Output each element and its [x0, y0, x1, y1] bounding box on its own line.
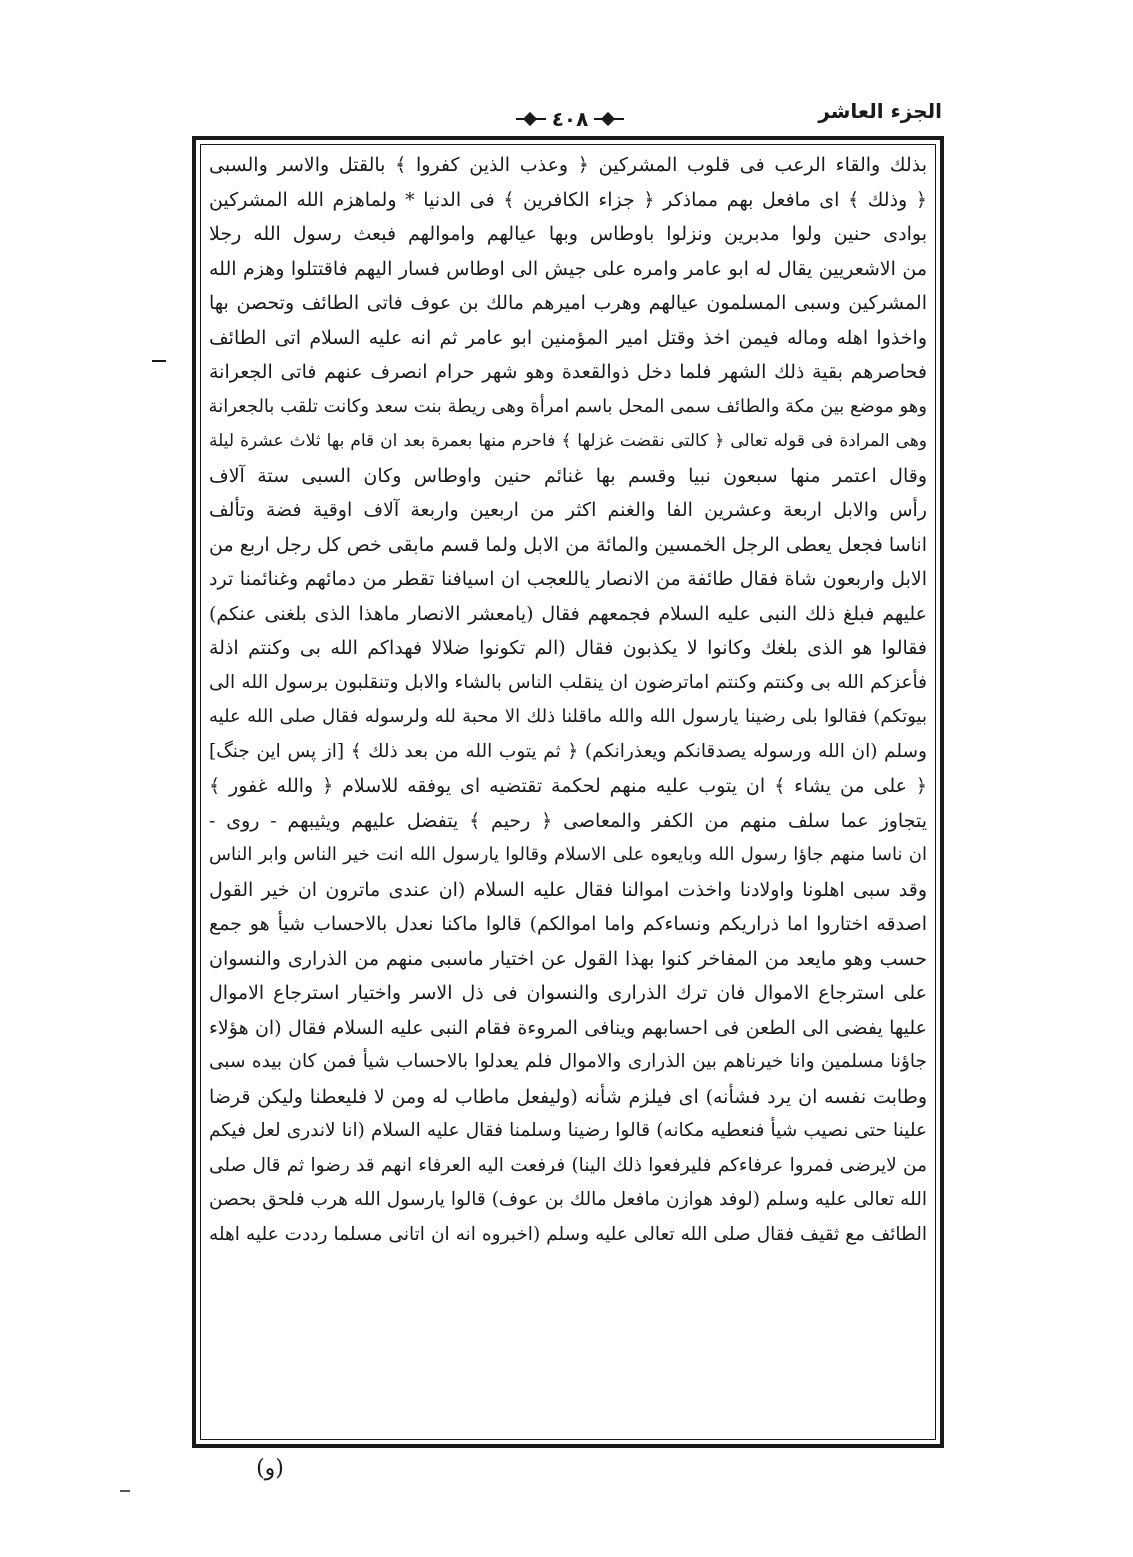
ornament-left-icon [516, 114, 546, 124]
text-line: وهى المرادة فى قوله تعالى ﴿ كالتى نقضت غزلها ﴾ فاحرم منها بعمرة بعد ان قام بها ثلاث عشرة ليلة [209, 431, 927, 451]
text-line: ان ناسا منهم جاؤا رسول الله وبايعوه على الاسلام وقالوا يارسول الله انت خير الناس وابر الناس [209, 844, 927, 865]
text-line: وطابت نفسه ان يرد فشأنه) اى فيلزم شأنه (وليفعل ماطاب له ومن لا فليعطنا وليكن قرضا [209, 1085, 927, 1108]
text-line: رأس والابل اربعة وعشرين الفا والغنم اكثر من اربعين واربعة آلاف اوقية فضة وتألف [209, 499, 927, 521]
text-line: فقالوا هو الذى بلغك وكانوا لا يكذبون فقال (الم تكونوا ضلالا فهداكم الله بى وكنتم اذلة [209, 637, 927, 659]
text-line: الطائف مع ثقيف فقال صلى الله تعالى عليه وسلم (اخبروه انه ان اتانى مسلما رددت عليه اهله [209, 1223, 927, 1245]
page-number: ٤٠٨ [551, 107, 589, 131]
text-line: وسلم (ان الله ورسوله يصدقانكم ويعذرانكم) ﴿ ثم يتوب الله من بعد ذلك ﴾ [از پس اين جنگ] [209, 740, 927, 762]
text-line: بذلك والقاء الرعب فى قلوب المشركين ﴿ وعذب الذين كفروا ﴾ بالقتل والاسر والسبى [209, 154, 927, 176]
margin-mark [152, 360, 166, 362]
text-line: عليها يفضى الى الطعن فى احسابهم وينافى المروءة فقام النبى عليه السلام فقال (ان هؤلاء [209, 1016, 927, 1039]
text-line: جاؤنا مسلمين وانا خيرناهم بين الذرارى والاموال فلم يعدلوا بالاحساب شيأ فمن كان بيده سبى [209, 1051, 927, 1072]
text-line: الابل واربعون شاة فقال طائفة من الانصار ياللعجب ان اسيافنا تقطر من دمائهم وغنائمنا ترد [209, 568, 927, 590]
text-line: فحاصرهم بقية ذلك الشهر فلما دخل ذوالقعدة وهو شهر حرام انصرف عنهم فاتى الجعرانة [209, 361, 927, 383]
ornament-right-icon [594, 114, 624, 124]
text-line: عليهم فبلغ ذلك النبى عليه السلام فجمعهم فقال (يامعشر الانصار ماهذا الذى بلغنى عنكم) [209, 602, 927, 625]
text-line: اناسا فجعل يعطى الرجل الخمسين والمائة من الابل ولما قسم مابقى خص كل رجل اربع من [209, 533, 927, 556]
text-line: علينا حتى نصيب شيأ فنعطيه مكانه) قالوا رضينا وسلمنا فقال عليه السلام (انا لاندرى لعل فيكم [209, 1120, 927, 1141]
running-title: الجزء العاشر [818, 99, 942, 123]
text-line: المشركين وسبى المسلمون عيالهم وهرب اميرهم مالك بن عوف فاتى الطائف وتحصن بها [209, 292, 927, 314]
text-line: من الاشعريين يقال له ابو عامر وامره على جيش الى اوطاس فسار اليهم فاقتتلوا وهزم الله [209, 257, 927, 280]
text-line: وهو موضع بين مكة والطائف سمى المحل باسم امرأة وهى ريطة بنت سعد وكانت تلقب بالجعرانة [208, 395, 927, 417]
page-number-header [490, 104, 650, 134]
text-line: ﴿ على من يشاء ﴾ ان يتوب عليه منهم لحكمة تقتضيه اى يوفقه للاسلام ﴿ والله غفور ﴾ [209, 775, 927, 797]
text-line: حسب وهو مايعد من المفاخر كنوا بهذا القول عن اختيار ماسبى منهم من الذرارى والنسوان [209, 947, 927, 970]
text-line: بيوتكم) فقالوا بلى رضينا يارسول الله والله ماقلنا ذلك الا محبة لله ولرسوله فقال صلى الله عليه [209, 706, 927, 727]
text-line: وقال اعتمر منها سبعون نبيا وقسم بها غنائم حنين واوطاس وكان السبى ستة آلاف [209, 464, 927, 487]
text-body [205, 148, 931, 1438]
text-line: على استرجاع الاموال فان ترك الذرارى والنسوان فى ذل الاسر واختيار استرجاع الاموال [209, 982, 927, 1004]
signature-mark: (و) [256, 1456, 284, 1481]
text-line: واخذوا اهله وماله فيمن اخذ وقتل امير المؤمنين ابو عامر ثم انه عليه السلام اتى الطائف [209, 326, 927, 349]
page-speck [120, 1490, 130, 1492]
text-line: من لايرضى فمروا عرفاءكم فليرفعوا ذلك الينا) فرفعت اليه العرفاء انهم قد رضوا ثم قال صلى [209, 1154, 927, 1176]
text-line: ﴿ وذلك ﴾ اى مافعل بهم مماذكر ﴿ جزاء الكافرين ﴾ فى الدنيا * ولماهزم الله المشركين [209, 188, 927, 211]
text-line: وقد سبى اهلونا واولادنا واخذت اموالنا فقال عليه السلام (ان عندى ماترون ان خير القول [209, 878, 927, 901]
text-line: الله تعالى عليه وسلم (لوفد هوازن مافعل مالك بن عوف) قالوا يارسول الله هرب فلحق بحصن [209, 1189, 927, 1210]
text-line: يتجاوز عما سلف منهم من الكفر والمعاصى ﴿ رحيم ﴾ يتفضل عليهم ويثيبهم - روى - [209, 809, 927, 832]
text-line: بوادى حنين ولوا مدبرين ونزلوا باوطاس وبها عيالهم واموالهم فبعث رسول الله رجلا [209, 223, 927, 245]
text-line: اصدقه اختاروا اما ذراريكم ونساءكم واما اموالكم) قالوا ماكنا نعدل بالاحساب شيأ هو جمع [209, 913, 927, 935]
text-line: فأعزكم الله بى وكنتم وكنتم اماترضون ان ينقلب الناس بالشاء والابل وتنقلبون برسول الله الى [209, 671, 927, 693]
